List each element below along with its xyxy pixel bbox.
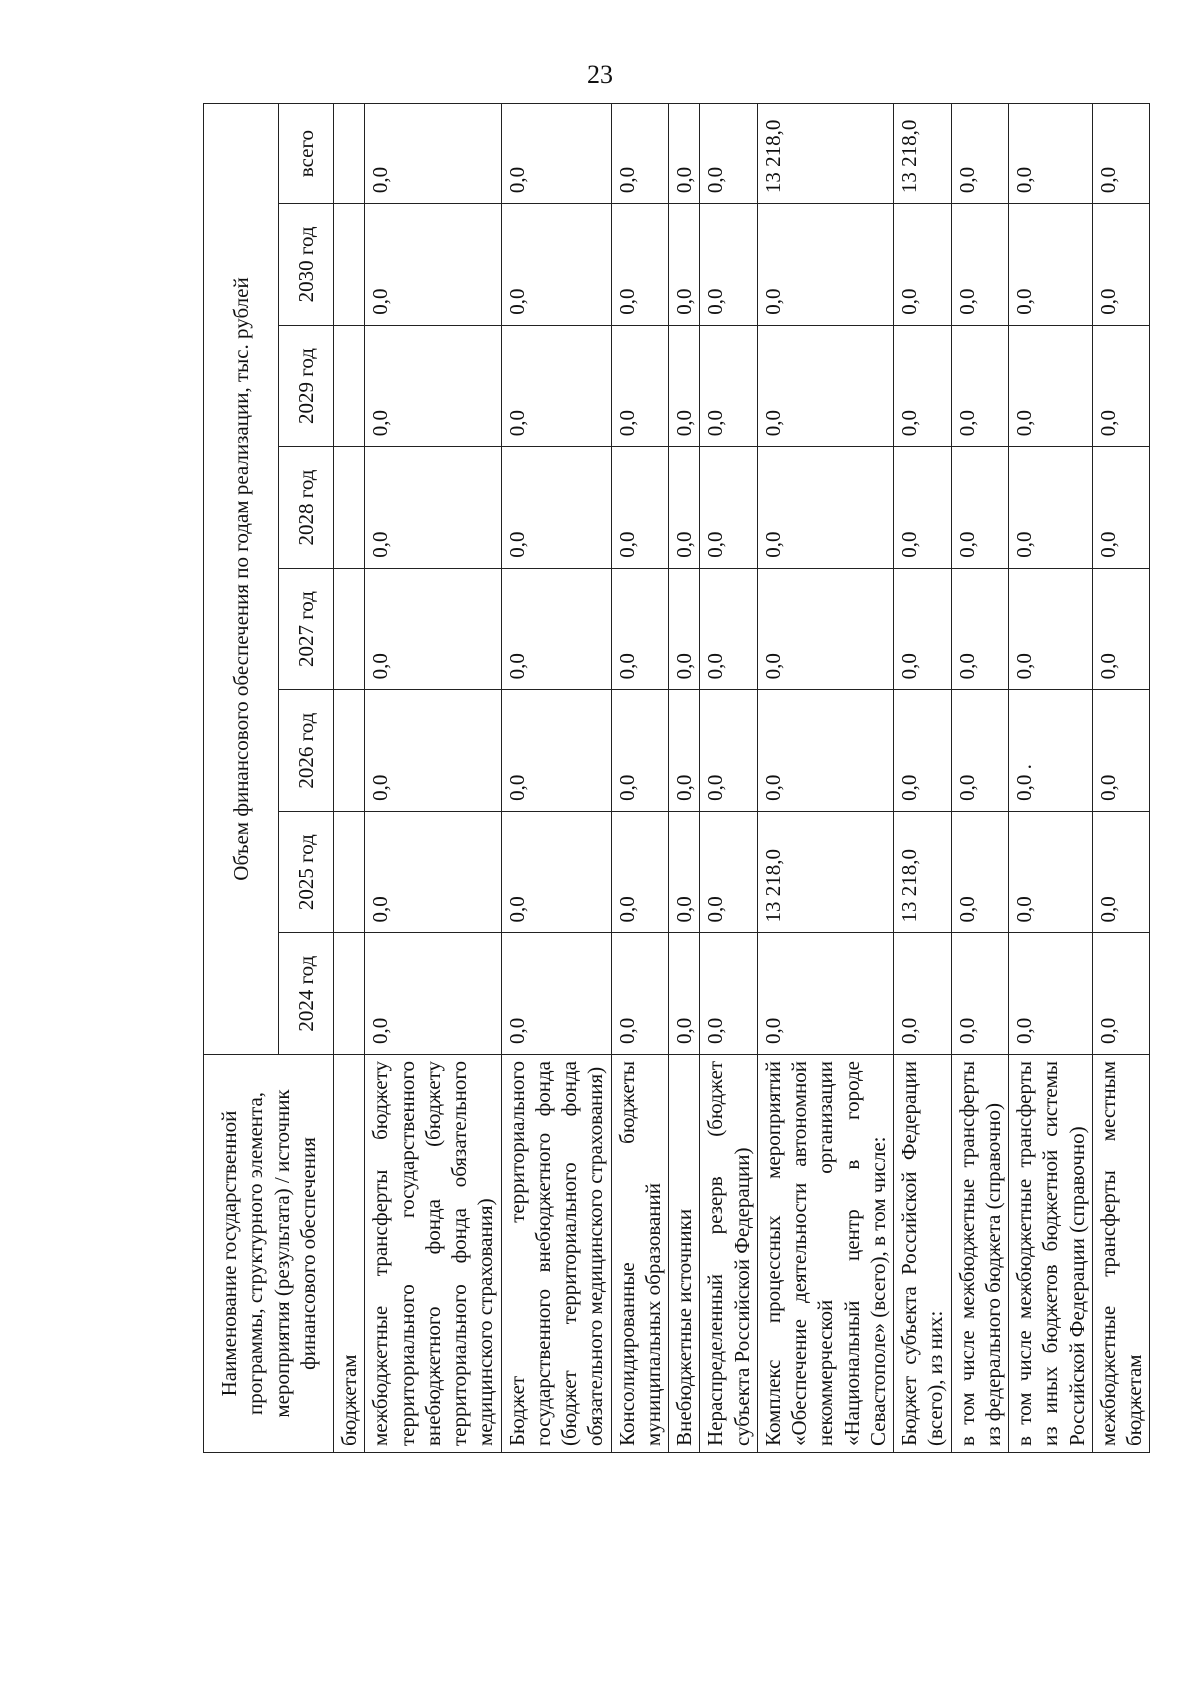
row-year-value: 0,0 xyxy=(1009,325,1093,447)
row-year-value: 0,0 xyxy=(700,811,758,933)
name-column-header: Наименование государственной программы, структурного элемента, мероприятия (результата) / источник финансового обеспечения xyxy=(204,1054,334,1452)
row-year-value: 0,0 xyxy=(757,447,893,569)
row-year-value: 0,0 xyxy=(501,325,611,447)
row-year-value: 0,0 xyxy=(501,933,611,1055)
table-row xyxy=(334,104,365,1453)
row-year-value xyxy=(334,811,365,933)
row-year-value: 0,0 xyxy=(700,447,758,569)
row-year-value: 0,0 xyxy=(365,447,501,569)
table-row xyxy=(1092,104,1150,1453)
row-year-value: 0,0 xyxy=(669,325,700,447)
row-year-value: 0,0 xyxy=(365,204,501,326)
row-year-value: 0,0 xyxy=(669,204,700,326)
row-year-value: 0,0 xyxy=(700,325,758,447)
rotated-table-container xyxy=(203,103,1146,1453)
row-year-value: 0,0 xyxy=(951,811,1009,933)
row-year-value xyxy=(334,568,365,690)
row-year-value: 0,0 xyxy=(1092,811,1150,933)
table-row xyxy=(669,104,700,1453)
row-total-value: 0,0 xyxy=(669,104,700,204)
row-year-value: 13 218,0 xyxy=(894,811,952,933)
row-year-value: 0,0 xyxy=(951,933,1009,1055)
row-year-value: 0,0 xyxy=(700,690,758,812)
row-year-value: 0,0 xyxy=(1092,447,1150,569)
row-year-value xyxy=(334,447,365,569)
year-header: 2025 год xyxy=(279,811,334,933)
row-year-value: 0,0 xyxy=(757,933,893,1055)
row-year-value: 0,0 xyxy=(700,204,758,326)
row-source-name: Бюджет территориального государственного внебюджетного фонда (бюджет территориального фонда обязательного медицинского страхования) xyxy=(501,1054,611,1452)
row-year-value: 0,0 xyxy=(894,447,952,569)
row-year-value: 0,0 xyxy=(757,690,893,812)
row-year-value: 0,0 xyxy=(951,568,1009,690)
row-year-value: 0,0 xyxy=(501,568,611,690)
row-source-name: Нераспределенный резерв (бюджет субъекта Российской Федерации) xyxy=(700,1054,758,1452)
year-header: 2028 год xyxy=(279,447,334,569)
row-year-value: 0,0 xyxy=(611,447,669,569)
row-total-value: 13 218,0 xyxy=(894,104,952,204)
row-year-value: 0,0 xyxy=(1009,933,1093,1055)
row-year-value: 0,0 xyxy=(894,325,952,447)
row-year-value: 0,0 xyxy=(501,204,611,326)
row-total-value xyxy=(334,104,365,204)
row-source-name: в том числе межбюджетные трансферты из федерального бюджета (справочно) xyxy=(951,1054,1009,1452)
table-row xyxy=(894,104,952,1453)
table-row xyxy=(951,104,1009,1453)
row-year-value: 0,0 xyxy=(669,568,700,690)
row-year-value: 0,0 xyxy=(757,325,893,447)
row-year-value: 0,0 xyxy=(1092,933,1150,1055)
row-year-value: 0,0 xyxy=(611,204,669,326)
row-source-name: Бюджет субъекта Российской Федерации (всего), из них: xyxy=(894,1054,952,1452)
row-year-value: 0,0 xyxy=(1009,568,1093,690)
year-header: 2029 год xyxy=(279,325,334,447)
row-year-value xyxy=(334,204,365,326)
table-row xyxy=(365,104,501,1453)
table-body xyxy=(334,104,1150,1453)
row-year-value: 0,0 xyxy=(951,325,1009,447)
row-year-value: 0,0 xyxy=(951,690,1009,812)
row-source-name: Консолидированные бюджеты муниципальных образований xyxy=(611,1054,669,1452)
row-year-value: 0,0 xyxy=(501,690,611,812)
row-year-value: 0,0 xyxy=(700,933,758,1055)
row-source-name: бюджетам xyxy=(334,1054,365,1452)
row-year-value: 13 218,0 xyxy=(757,811,893,933)
row-total-value: 0,0 xyxy=(501,104,611,204)
row-year-value: 0,0 xyxy=(951,204,1009,326)
row-year-value: 0,0 xyxy=(669,933,700,1055)
row-year-value: 0,0 xyxy=(1009,204,1093,326)
row-year-value: 0,0 xyxy=(700,568,758,690)
row-year-value: 0,0 xyxy=(501,811,611,933)
row-total-value: 0,0 xyxy=(1009,104,1093,204)
row-year-value xyxy=(334,933,365,1055)
row-year-value: 0,0 xyxy=(894,690,952,812)
year-header: 2026 год xyxy=(279,690,334,812)
row-year-value: 0,0 xyxy=(611,811,669,933)
page-number: 23 xyxy=(587,60,613,89)
row-year-value: 0,0 xyxy=(365,811,501,933)
year-header: 2024 год xyxy=(279,933,334,1055)
row-year-value: 0,0 xyxy=(365,690,501,812)
row-total-value: 0,0 xyxy=(700,104,758,204)
row-year-value xyxy=(334,325,365,447)
row-year-value: 0,0 xyxy=(757,568,893,690)
row-source-name: межбюджетные трансферты местным бюджетам xyxy=(1092,1054,1150,1452)
financing-table xyxy=(203,103,1150,1453)
row-source-name: в том числе межбюджетные трансферты из иных бюджетов бюджетной системы Российской Федерации (справочно) xyxy=(1009,1054,1093,1452)
table-row xyxy=(757,104,893,1453)
total-header: всего xyxy=(279,104,334,204)
row-year-value: 0,0 xyxy=(894,204,952,326)
row-year-value: 0,0 xyxy=(501,447,611,569)
row-source-name: межбюджетные трансферты бюджету территориального государственного внебюджетного фонда (бюджету территориального фонда обязательного медицинского страхования) xyxy=(365,1054,501,1452)
row-year-value: 0,0 xyxy=(1092,325,1150,447)
row-year-value: 0,0 xyxy=(611,325,669,447)
table-row xyxy=(501,104,611,1453)
row-total-value: 0,0 xyxy=(1092,104,1150,204)
table-row xyxy=(1009,104,1093,1453)
row-year-value: 0,0 xyxy=(611,568,669,690)
row-year-value: 0,0 xyxy=(669,690,700,812)
year-header: 2027 год xyxy=(279,568,334,690)
row-year-value: 0,0 xyxy=(611,933,669,1055)
row-source-name: Внебюджетные источники xyxy=(669,1054,700,1452)
row-year-value: 0,0 xyxy=(669,447,700,569)
row-year-value: 0,0 xyxy=(365,933,501,1055)
row-year-value: 0,0 xyxy=(1009,447,1093,569)
year-header: 2030 год xyxy=(279,204,334,326)
row-year-value: 0,0 xyxy=(757,204,893,326)
row-year-value: 0,0 xyxy=(365,568,501,690)
row-year-value: 0,0 xyxy=(894,568,952,690)
row-year-value: 0,0 . xyxy=(1009,690,1093,812)
row-year-value: 0,0 xyxy=(1092,204,1150,326)
table-row xyxy=(611,104,669,1453)
volume-column-header: Объем финансового обеспечения по годам реализации, тыс. рублей xyxy=(204,104,279,1055)
row-total-value: 0,0 xyxy=(951,104,1009,204)
row-year-value: 0,0 xyxy=(611,690,669,812)
row-year-value: 0,0 xyxy=(1092,690,1150,812)
row-total-value: 13 218,0 xyxy=(757,104,893,204)
row-source-name: Комплекс процессных мероприятий «Обеспечение деятельности автономной некоммерческой организации «Национальный центр в городе Севастополе» (всего), в том числе: xyxy=(757,1054,893,1452)
table-row xyxy=(700,104,758,1453)
row-year-value: 0,0 xyxy=(669,811,700,933)
row-total-value: 0,0 xyxy=(611,104,669,204)
row-year-value: 0,0 xyxy=(365,325,501,447)
row-year-value xyxy=(334,690,365,812)
row-total-value: 0,0 xyxy=(365,104,501,204)
row-year-value: 0,0 xyxy=(1009,811,1093,933)
row-year-value: 0,0 xyxy=(951,447,1009,569)
row-year-value: 0,0 xyxy=(1092,568,1150,690)
row-year-value: 0,0 xyxy=(894,933,952,1055)
